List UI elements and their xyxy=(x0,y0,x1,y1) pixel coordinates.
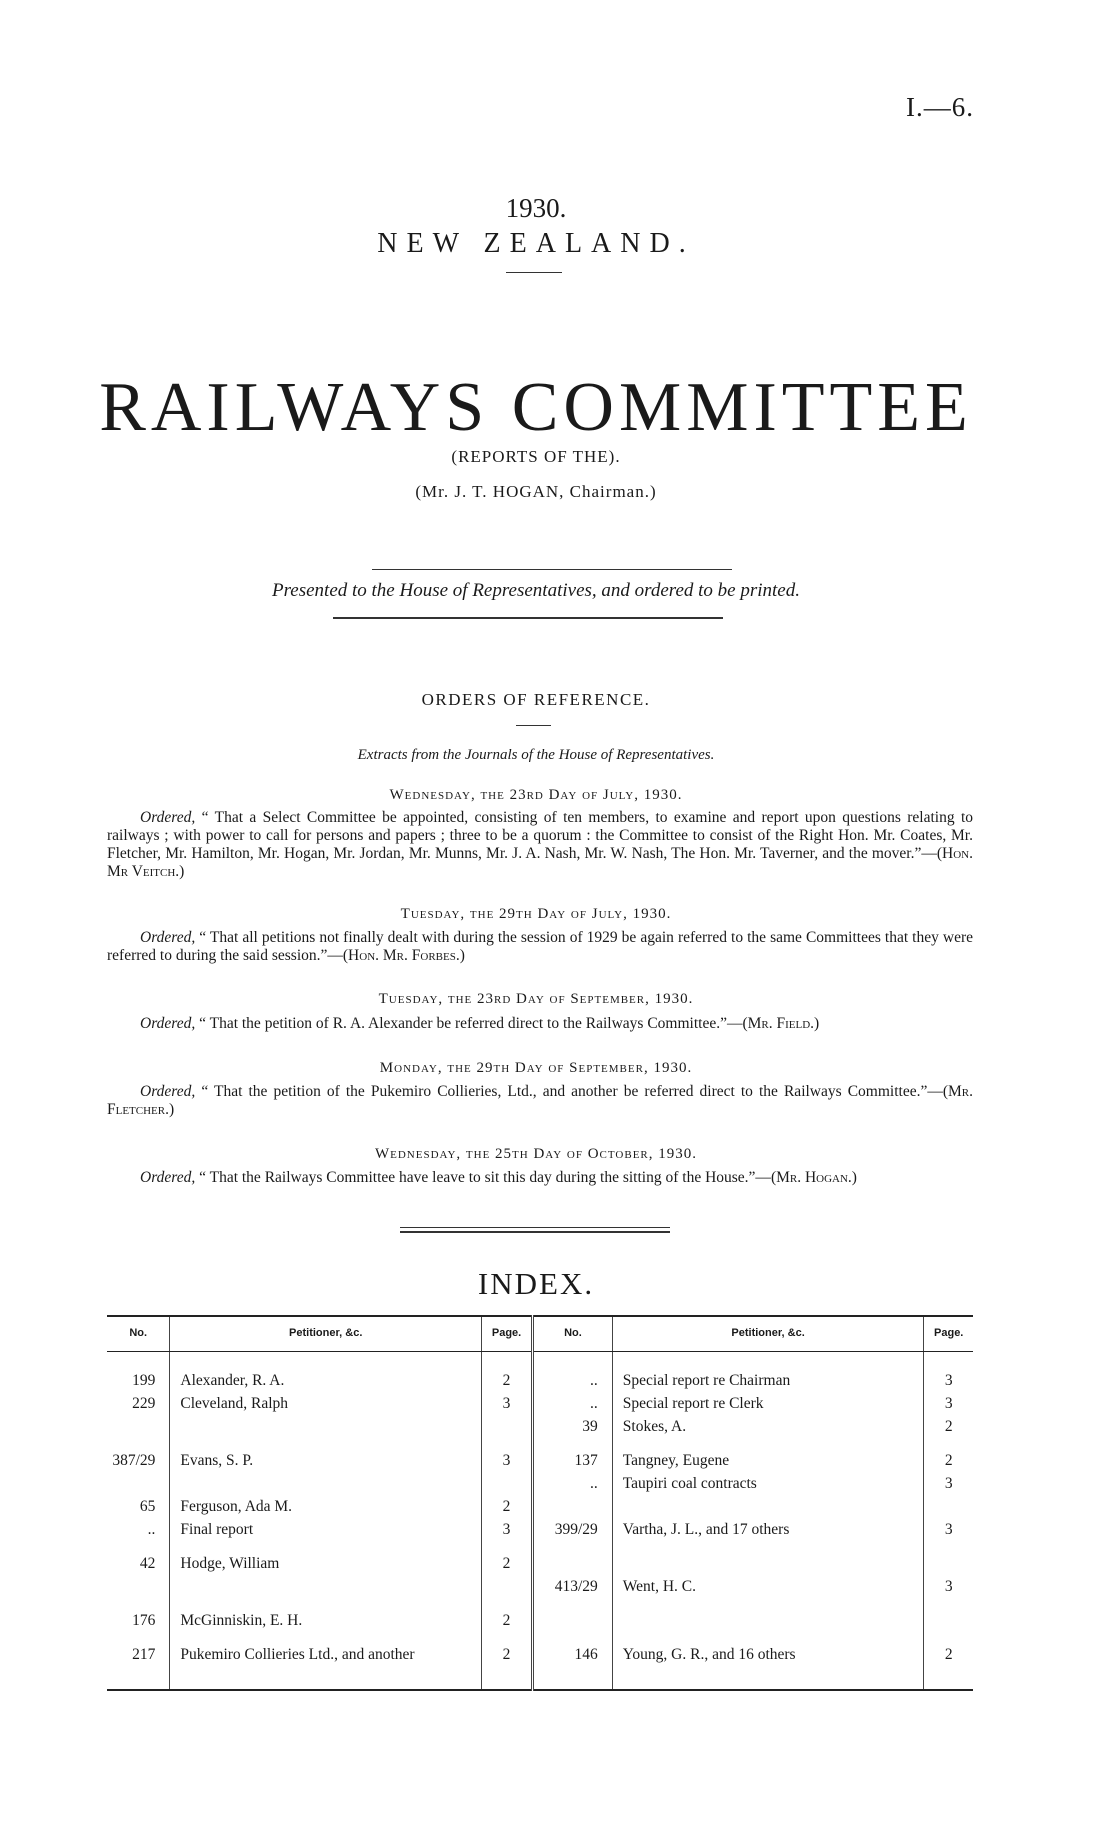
order-entry xyxy=(107,1015,973,1033)
order-text: “ That the petition of the Pukemiro Collieries, Ltd., and another be referred direct to the Railways Committee.”— xyxy=(201,1083,943,1100)
entry-number: 399/29 xyxy=(533,1518,613,1541)
column-header: No. xyxy=(107,1316,170,1352)
divider xyxy=(372,569,732,570)
order-entry xyxy=(107,809,973,881)
entry-number xyxy=(107,1575,170,1598)
presented-line: Presented to the House of Representatives, and ordered to be printed. xyxy=(271,580,800,601)
order-entry xyxy=(107,1083,973,1119)
petitioner-name xyxy=(612,1632,924,1690)
order-lead: Ordered, xyxy=(140,1083,196,1100)
order-mover: (Hon. Mr. Forbes.) xyxy=(342,947,465,964)
column-header: Petitioner, &c. xyxy=(170,1316,482,1352)
entry-number: 229 xyxy=(107,1392,170,1415)
chairman-line: (Mr. J. T. HOGAN, Chairman.) xyxy=(415,482,657,501)
column-header: No. xyxy=(533,1316,613,1352)
extracts-line: Extracts from the Journals of the House of Representatives. xyxy=(357,747,715,763)
divider xyxy=(506,272,562,273)
table-row xyxy=(107,1472,973,1495)
entry-number xyxy=(533,1598,613,1632)
column-header: Page. xyxy=(482,1316,533,1352)
petitioner-text: Tangney, Eugene xyxy=(622,1452,730,1469)
entry-page: 2 xyxy=(944,1418,953,1435)
petitioner-name xyxy=(612,1541,924,1575)
order-lead: Ordered, xyxy=(140,1015,196,1032)
order-lead: Ordered, xyxy=(140,929,196,946)
table-row xyxy=(107,1598,973,1632)
entry-number xyxy=(107,1472,170,1495)
subtitle: (REPORTS OF THE). xyxy=(451,447,621,466)
order-text: “ That a Select Committee be appointed, consisting of ten members, to examine and report upon questions relating to railways ; with power to call for persons and papers ; three to be a quorum : the Committee to consist of the Right Hon. Mr. Coates, Mr. Fletcher, Mr. Hamilton, Mr. Hogan, Mr. Jordan, Mr. Munns, Mr. J. A. Nash, Mr. W. Nash, The Hon. Mr. Taverner, and the mover.”— xyxy=(107,809,973,862)
entry-number: 176 xyxy=(107,1598,170,1632)
entry-page: 3 xyxy=(482,1438,533,1472)
column-header: Petitioner, &c. xyxy=(612,1316,924,1352)
petitioner-name xyxy=(170,1472,482,1495)
entry-page: 2 xyxy=(482,1632,533,1690)
petitioner-text: Special report re Chairman xyxy=(622,1372,791,1389)
entry-page: 3 xyxy=(944,1395,953,1412)
petitioner-name xyxy=(170,1575,482,1598)
entry-number: 413/29 xyxy=(533,1575,613,1598)
entry-number: 65 xyxy=(107,1495,170,1518)
petitioner-name xyxy=(612,1518,924,1541)
country-heading: NEW ZEALAND. xyxy=(377,228,695,259)
petitioner-name xyxy=(170,1541,482,1575)
petitioner-name xyxy=(170,1392,482,1415)
order-date: Wednesday, the 25th Day of October, 1930. xyxy=(374,1146,698,1162)
entry-page: 2 xyxy=(944,1646,953,1663)
petitioner-text: Evans, S. P. xyxy=(180,1452,254,1469)
petitioner-text: Stokes, A. xyxy=(622,1418,687,1435)
entry-page xyxy=(482,1575,533,1598)
entry-page: 3 xyxy=(944,1372,953,1389)
order-date: Wednesday, the 23rd Day of July, 1930. xyxy=(389,787,683,803)
petitioner-text: Cleveland, Ralph xyxy=(180,1395,289,1412)
entry-number: .. xyxy=(533,1472,613,1495)
page-title: RAILWAYS COMMITTEE xyxy=(99,369,973,446)
index-table xyxy=(107,1315,973,1691)
petitioner-text: Vartha, J. L., and 17 others xyxy=(622,1521,790,1538)
table-row xyxy=(107,1575,973,1598)
petitioner-name xyxy=(612,1495,924,1518)
petitioner-text: McGinniskin, E. H. xyxy=(180,1612,303,1629)
entry-page xyxy=(924,1495,973,1518)
petitioner-name xyxy=(612,1415,924,1438)
entry-number: .. xyxy=(107,1518,170,1541)
entry-page xyxy=(924,1541,973,1575)
entry-number: 199 xyxy=(107,1352,170,1393)
orders-heading: ORDERS OF REFERENCE. xyxy=(421,690,651,709)
order-mover: (Mr. Field.) xyxy=(742,1015,820,1032)
order-date: Tuesday, the 29th Day of July, 1930. xyxy=(400,906,672,922)
petitioner-text: Ferguson, Ada M. xyxy=(180,1498,293,1515)
table-row xyxy=(107,1495,973,1518)
entry-page: 2 xyxy=(482,1541,533,1575)
table-row xyxy=(107,1632,973,1690)
petitioner-name xyxy=(170,1438,482,1472)
entry-page: 2 xyxy=(482,1352,533,1393)
petitioner-name xyxy=(612,1575,924,1598)
paper-reference: I.—6. xyxy=(906,92,974,122)
entry-page xyxy=(924,1598,973,1632)
entry-number xyxy=(107,1415,170,1438)
petitioner-name xyxy=(170,1495,482,1518)
order-text: “ That all petitions not finally dealt with during the session of 1929 be again referred to the same Committees that they were referred to during the said session.”— xyxy=(107,929,974,964)
entry-page: 3 xyxy=(944,1521,953,1538)
order-mover: (Mr. Hogan.) xyxy=(770,1169,857,1186)
petitioner-text: Alexander, R. A. xyxy=(180,1372,285,1389)
year: 1930. xyxy=(505,193,567,223)
petitioner-text: Special report re Clerk xyxy=(622,1395,764,1412)
table-row xyxy=(107,1541,973,1575)
index-header-row xyxy=(107,1316,973,1352)
entry-page: 3 xyxy=(482,1392,533,1415)
order-date: Monday, the 29th Day of September, 1930. xyxy=(379,1060,693,1076)
order-lead: Ordered, xyxy=(140,1169,196,1186)
petitioner-name xyxy=(170,1352,482,1393)
entry-page: 2 xyxy=(482,1598,533,1632)
entry-number xyxy=(533,1541,613,1575)
order-lead: Ordered, xyxy=(140,809,196,826)
petitioner-text: Taupiri coal contracts xyxy=(622,1475,757,1492)
petitioner-name xyxy=(170,1632,482,1690)
column-header: Page. xyxy=(924,1316,973,1352)
entry-number: 387/29 xyxy=(107,1438,170,1472)
entry-number: 42 xyxy=(107,1541,170,1575)
divider xyxy=(400,1231,670,1233)
entry-page: 2 xyxy=(482,1495,533,1518)
petitioner-text: Hodge, William xyxy=(180,1555,280,1572)
order-mover: (Mr. Fletcher.) xyxy=(107,1083,974,1118)
entry-number: 217 xyxy=(107,1632,170,1690)
entry-page: 2 xyxy=(944,1452,953,1469)
order-date: Tuesday, the 23rd Day of September, 1930. xyxy=(378,991,694,1007)
petitioner-text: Final report xyxy=(180,1521,254,1538)
entry-page xyxy=(482,1472,533,1495)
petitioner-name xyxy=(612,1472,924,1495)
petitioner-name xyxy=(612,1598,924,1632)
petitioner-name xyxy=(170,1415,482,1438)
entry-number: 146 xyxy=(533,1632,613,1690)
petitioner-name xyxy=(612,1438,924,1472)
petitioner-name xyxy=(170,1518,482,1541)
petitioner-text: Young, G. R., and 16 others xyxy=(622,1646,796,1663)
table-row xyxy=(107,1392,973,1415)
entry-number: 39 xyxy=(533,1415,613,1438)
entry-page: 3 xyxy=(944,1475,953,1492)
divider xyxy=(400,1227,670,1228)
table-row xyxy=(107,1518,973,1541)
table-row xyxy=(107,1352,973,1393)
petitioner-name xyxy=(612,1392,924,1415)
entry-page: 3 xyxy=(944,1578,953,1595)
order-entry xyxy=(107,1169,973,1187)
entry-page xyxy=(482,1415,533,1438)
order-mover: (Hon. Mr Veitch.) xyxy=(107,845,973,880)
entry-number: .. xyxy=(533,1392,613,1415)
entry-page: 3 xyxy=(482,1518,533,1541)
petitioner-name xyxy=(170,1598,482,1632)
entry-number: .. xyxy=(533,1352,613,1393)
order-text: “ That the Railways Committee have leave to sit this day during the sitting of the House.”— xyxy=(199,1169,771,1186)
petitioner-text: Pukemiro Collieries Ltd., and another xyxy=(180,1646,415,1663)
entry-number xyxy=(533,1495,613,1518)
entry-number: 137 xyxy=(533,1438,613,1472)
petitioner-text: Went, H. C. xyxy=(622,1578,697,1595)
index-title: INDEX. xyxy=(477,1266,595,1301)
table-row xyxy=(107,1438,973,1472)
petitioner-name xyxy=(612,1352,924,1393)
divider xyxy=(516,725,551,726)
table-row xyxy=(107,1415,973,1438)
order-entry xyxy=(107,929,973,965)
order-text: “ That the petition of R. A. Alexander be referred direct to the Railways Committee.”— xyxy=(199,1015,743,1032)
divider xyxy=(333,617,723,619)
